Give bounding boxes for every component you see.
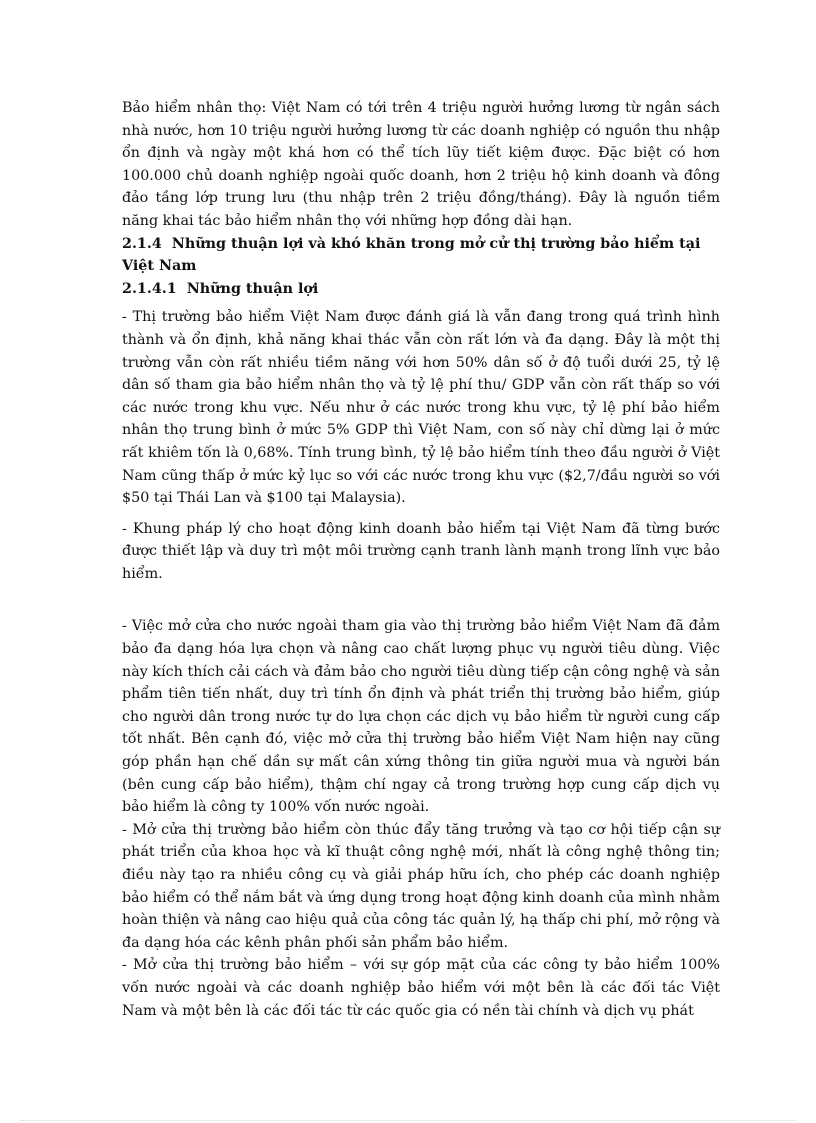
paragraph-life-insurance: Bảo hiểm nhân thọ: Việt Nam có tới trên 4 triệu người hưởng lương từ ngân sách nhà nước, hơn 10 triệu người hưởng lương từ các doanh nghiệp có nguồn thu nhập ổn định và ngày một khá hơn có thể tích lũy tiết kiệm được. Đặc biệt có hơn 100.000 chủ doanh nghiệp ngoài quốc doanh, hơn 2 triệu hộ kinh doanh và đông đảo tầng lớp trung lưu (thu nhập trên 2 triệu đồng/tháng). Đây là nguồn tiềm năng khai tác bảo hiểm nhân thọ với những hợp đồng dài hạn. [122, 100, 720, 229]
subsection-number: 2.1.4.1 [122, 280, 177, 297]
paragraph-market-potential: - Thị trường bảo hiểm Việt Nam được đánh giá là vẫn đang trong quá trình hình thành và ổn định, khả năng khai thác vẫn còn rất lớn và đa dạng. Đây là một thị trường vẫn còn rất nhiều tiềm năng với hơn 50% dân số ở độ tuổi dưới 25, tỷ lệ dân số tham gia bảo hiểm nhân thọ và tỷ lệ phí thu/ GDP vẫn còn rất thấp so với các nước trong khu vực. Nếu như ở các nước trong khu vực, tỷ lệ phí bảo hiểm nhân thọ trung bình ở mức 5% GDP thì Việt Nam, con số này chỉ dừng lại ở mức rất khiêm tốn là 0,68%. Tính trung bình, tỷ lệ bảo hiểm tính theo đầu người ở Việt Nam cũng thấp ở mức kỷ lục so với các nước trong khu vực ($2,7/đầu người so với $50 tại Thái Lan và $100 tại Malaysia). [122, 309, 720, 507]
subsection-heading-2-1-4-1 [122, 278, 720, 301]
page-bottom-divider [20, 1120, 796, 1121]
section-number: 2.1.4 [122, 235, 162, 252]
paragraph-technology: - Mở cửa thị trường bảo hiểm còn thúc đẩy tăng trưởng và tạo cơ hội tiếp cận sự phát triển của khoa học và kĩ thuật công nghệ mới, nhất là công nghệ thông tin; điều này tạo ra nhiều công cụ và giải pháp hữu ích, cho phép các doanh nghiệp bảo hiểm có thể nắm bắt và ứng dụng trong hoạt động kinh doanh của mình nhằm hoàn thiện và nâng cao hiệu quả của công tác quản lý, hạ thấp chi phí, mở rộng và đa dạng hóa các kênh phân phối sản phẩm bảo hiểm. [122, 821, 720, 951]
paragraph-foreign-partners: - Mở cửa thị trường bảo hiểm – với sự góp mặt của các công ty bảo hiểm 100% vốn nước ngoài và các doanh nghiệp bảo hiểm với một bên là các đối tác Việt Nam và một bên là các đối tác từ các quốc gia có nền tài chính và dịch vụ phát [122, 957, 720, 1019]
document-page [122, 97, 720, 1022]
section-heading-2-1-4 [122, 233, 720, 278]
subsection-title: Những thuận lợi [186, 280, 319, 297]
paragraph-opening-foreign: - Việc mở cửa cho nước ngoài tham gia vào thị trường bảo hiểm Việt Nam đã đảm bảo đa dạng hóa lựa chọn và nâng cao chất lượng phục vụ người tiêu dùng. Việc này kích thích cải cách và đảm bảo cho người tiêu dùng tiếp cận công nghệ và sản phẩm tiên tiến nhất, duy trì tính ổn định và phát triển thị trường bảo hiểm, giúp cho người dân trong nước tự do lựa chọn các dịch vụ bảo hiểm từ người cung cấp tốt nhất. Bên cạnh đó, việc mở cửa thị trường bảo hiểm Việt Nam hiện nay cũng góp phần hạn chế dần sự mất cân xứng thông tin giữa người mua và người bán (bên cung cấp bảo hiểm), thậm chí ngay cả trong trường hợp cung cấp dịch vụ bảo hiểm là công ty 100% vốn nước ngoài. [122, 618, 720, 816]
section-title: Những thuận lợi và khó khăn trong mở cử thị trường bảo hiểm tại Việt Nam [122, 235, 701, 275]
paragraph-legal-framework: - Khung pháp lý cho hoạt động kinh doanh bảo hiểm tại Việt Nam đã từng bước được thiết lập và duy trì một môi trường cạnh tranh lành mạnh trong lĩnh vực bảo hiểm. [122, 520, 720, 582]
